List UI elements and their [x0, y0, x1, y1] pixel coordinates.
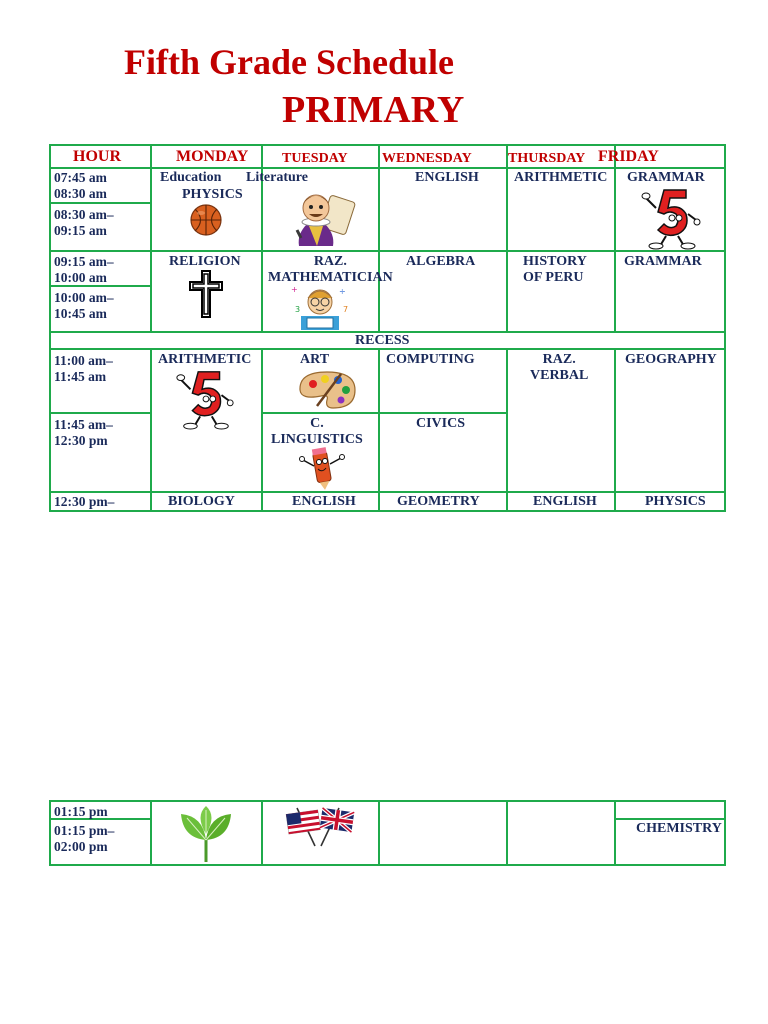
thursday-english: ENGLISH: [533, 494, 597, 509]
header-hour: HOUR: [73, 148, 121, 165]
page-subtitle: PRIMARY: [282, 89, 465, 131]
paint-palette-icon: [297, 370, 357, 410]
wednesday-english: ENGLISH: [415, 170, 479, 185]
wednesday-algebra: ALGEBRA: [406, 254, 476, 269]
header-monday: MONDAY: [176, 148, 249, 165]
time-slot-4: 10:00 am– 10:45 am: [54, 290, 114, 321]
math-student-icon: [289, 282, 351, 330]
thursday-arithmetic: ARITHMETIC: [514, 170, 608, 185]
wednesday-civics: CIVICS: [416, 416, 466, 431]
thursday-raz-verbal: RAZ. VERBAL: [530, 352, 589, 383]
pencil-mascot-icon: [297, 446, 347, 490]
time-slot-3: 09:15 am– 10:00 am: [54, 254, 114, 285]
usa-uk-flags-icon: [285, 804, 357, 848]
svg-text:+: +: [291, 285, 298, 294]
wednesday-computing: COMPUTING: [386, 352, 475, 367]
number-five-mascot-icon: [174, 366, 236, 430]
recess-label: RECESS: [355, 333, 410, 348]
schedule-table-continued: [49, 800, 726, 868]
friday-geography: GEOGRAPHY: [625, 352, 717, 367]
monday-physics: PHYSICS: [182, 187, 243, 202]
friday-grammar-2: GRAMMAR: [624, 254, 702, 269]
time-slot-7: 12:30 pm–: [54, 494, 115, 509]
schedule-table: [49, 144, 726, 512]
svg-text:7: 7: [343, 305, 349, 314]
header-thursday: THURSDAY: [508, 151, 586, 166]
monday-biology: BIOLOGY: [168, 494, 235, 509]
tuesday-literature: Literature: [246, 170, 308, 185]
friday-grammar-1: GRAMMAR: [627, 170, 705, 185]
svg-text:÷: ÷: [339, 287, 346, 296]
cross-icon: [189, 270, 223, 318]
time-slot-5: 11:00 am– 11:45 am: [54, 353, 113, 384]
page-title: Fifth Grade Schedule: [124, 42, 454, 82]
tuesday-c-linguistics: C. LINGUISTICS: [271, 416, 363, 447]
wednesday-geometry: GEOMETRY: [397, 494, 480, 509]
basketball-icon: [190, 204, 222, 236]
friday-physics: PHYSICS: [645, 494, 706, 509]
svg-text:3: 3: [295, 305, 301, 314]
number-five-mascot-icon: [642, 184, 700, 250]
tuesday-raz-mathematician: RAZ. MATHEMATICIAN: [268, 254, 393, 285]
header-wednesday: WEDNESDAY: [382, 151, 472, 166]
monday-education: Education: [160, 170, 222, 185]
tuesday-english: ENGLISH: [292, 494, 356, 509]
thursday-history-of-peru: HISTORY OF PERU: [523, 254, 587, 285]
green-leaves-icon: [177, 804, 235, 864]
monday-religion: RELIGION: [169, 254, 241, 269]
monday-arithmetic: ARITHMETIC: [158, 352, 252, 367]
header-friday: FRIDAY: [598, 148, 659, 165]
tuesday-art: ART: [300, 352, 330, 367]
time-slot-9: 01:15 pm– 02:00 pm: [54, 823, 115, 854]
shakespeare-icon: [287, 186, 355, 248]
time-slot-8: 01:15 pm: [54, 804, 108, 819]
header-tuesday: TUESDAY: [282, 151, 348, 166]
time-slot-6: 11:45 am– 12:30 pm: [54, 417, 113, 448]
time-slot-2: 08:30 am– 09:15 am: [54, 207, 114, 238]
time-slot-1: 07:45 am 08:30 am: [54, 170, 107, 201]
friday-chemistry: CHEMISTRY: [636, 821, 722, 836]
